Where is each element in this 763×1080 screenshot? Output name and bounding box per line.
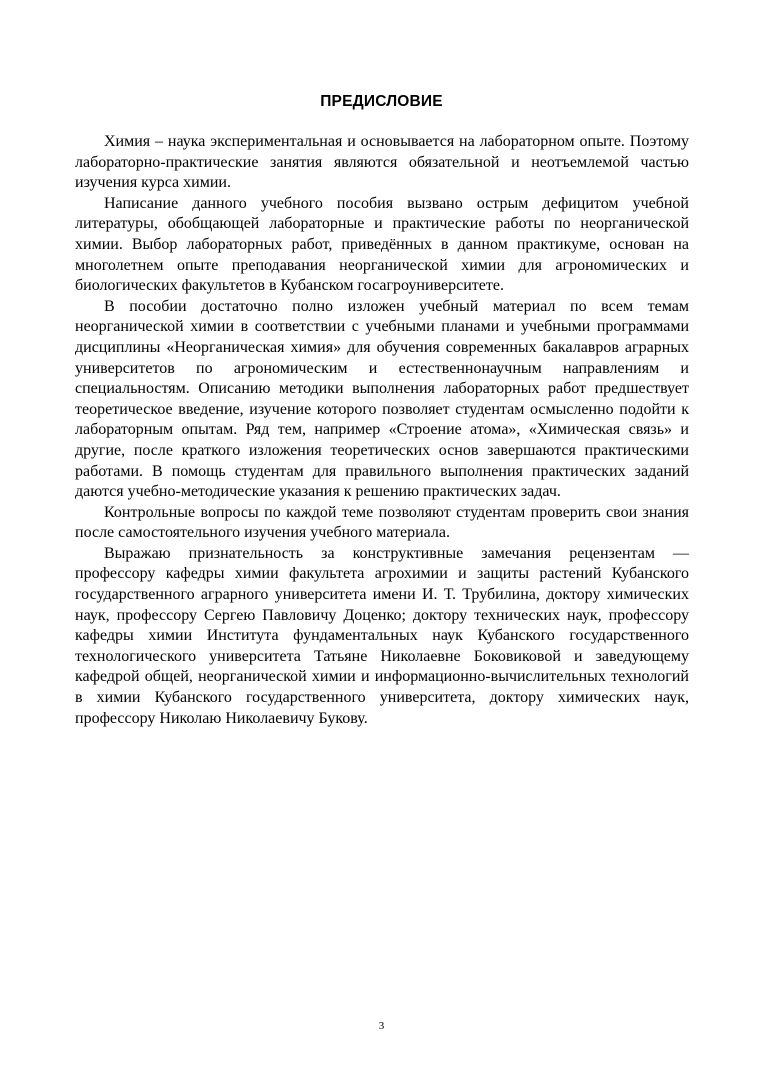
body-text — [75, 132, 689, 729]
paragraph-questions: Контрольные вопросы по каждой теме позволяют студентам проверить свои знания после самостоятельного изучения учебного материала. — [75, 503, 689, 542]
paragraph-purpose: Написание данного учебного пособия вызвано острым дефицитом учебной литературы, обобщающей лабораторные и практические работы по неорганической химии. Выбор лабораторных работ, приведённых в данном практикуме, основан на многолетнем опыте преподавания неорганической химии для агрономических и биологических факультетов в Кубанском госагроуниверситете. — [75, 194, 689, 295]
paragraph-content: В пособии достаточно полно изложен учебный материал по всем темам неорганической химии в соответствии с учебными планами и учебными программами дисциплины «Неорганическая химия» для обучения современных бакалавров аграрных университетов по агрономическим и естественнонаучным направлениям и специальностям. Описанию методики выполнения лабораторных работ предшествует теоретическое введение, изучение которого позволяет студентам осмысленно подойти к лабораторным опытам. Ряд тем, например «Строение атома», «Химическая связь» и другие, после краткого изложения теоретических основ завершаются практическими работами. В помощь студентам для правильного выполнения практических заданий даются учебно-методические указания к решению практических задач. — [75, 297, 689, 501]
page-title: ПРЕДИСЛОВИЕ — [320, 93, 443, 110]
paragraph-intro: Химия – наука экспериментальная и основывается на лабораторном опыте. Поэтому лабораторно-практические занятия являются обязательной и неотъемлемой частью изучения курса химии. — [75, 133, 689, 192]
page-number: 3 — [378, 1020, 385, 1032]
paragraph-acknowledgements: Выражаю признательность за конструктивные замечания рецензентам — профессору кафедры химии факультета агрохимии и защиты растений Кубанского государственного аграрного университета имени И. Т. Трубилина, доктору химических наук, профессору Сергею Павловичу Доценко; доктору технических наук, профессору кафедры химии Института фундаментальных наук Кубанского государственного технологического университета Татьяне Николаевне Боковиковой и заведующему кафедрой общей, неорганической химии и информационно-вычислительных технологий в химии Кубанского государственного университета, доктору химических наук, профессору Николаю Николаевичу Букову. — [75, 544, 689, 727]
